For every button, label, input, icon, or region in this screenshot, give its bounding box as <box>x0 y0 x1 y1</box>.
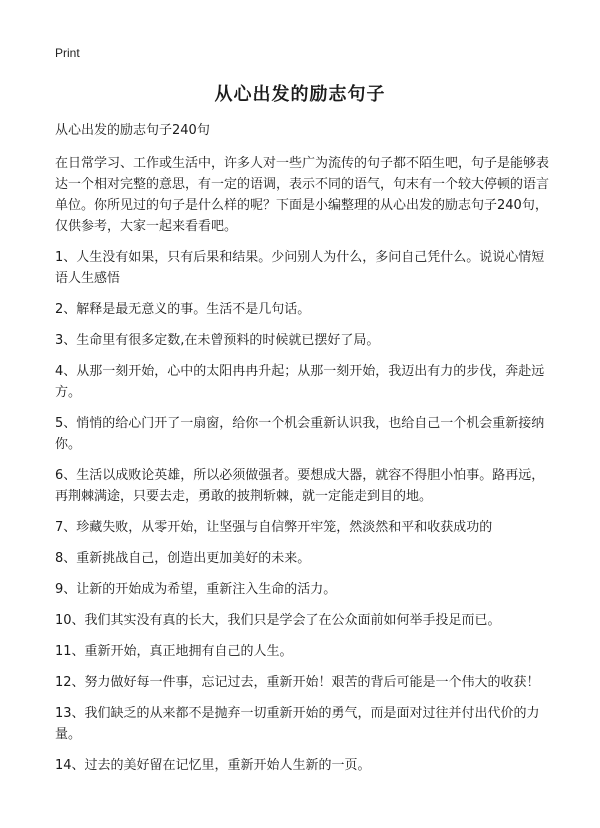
list-item: 13、我们缺乏的从来都不是抛弃一切重新开始的勇气，而是面对过往并付出代价的力量。 <box>55 706 540 742</box>
list-item: 6、生活以成败论英雄，所以必须做强者。要想成大器，就容不得胆小怕事。路再远，再荆棘满途，只要去走，勇敢的披荆斩棘，就一定能走到目的地。 <box>55 468 545 504</box>
intro-paragraph: 在日常学习、工作或生活中，许多人对一些广为流传的句子都不陌生吧，句子是能够表达一个相对完整的意思，有一定的语调，表示不同的语气，句末有一个较大停顿的语言单位。你所见过的句子是什么样的呢？下面是小编整理的从心出发的励志句子240句，仅供参考，大家一起来看看吧。 <box>55 156 550 234</box>
list-item: 5、悄悄的给心门开了一扇窗，给你一个机会重新认识我，也给自己一个机会重新接纳你。 <box>55 416 545 452</box>
list-item: 12、努力做好每一件事，忘记过去，重新开始！艰苦的背后可能是一个伟大的收获！ <box>55 675 540 690</box>
document-body <box>55 120 550 786</box>
document-subtitle: 从心出发的励志句子240句 <box>55 123 210 138</box>
list-item: 4、从那一刻开始，心中的太阳冉冉升起；从那一刻开始，我迈出有力的步伐，奔赴远方。 <box>55 364 545 400</box>
list-item: 1、人生没有如果，只有后果和结果。少问别人为什么，多问自己凭什么。说说心情短语人生感悟 <box>55 250 545 286</box>
document-title: 从心出发的励志句子 <box>214 84 386 105</box>
print-link[interactable]: Print <box>55 46 80 60</box>
list-item: 7、珍藏失败，从零开始，让坚强与自信弊开牢笼，然淡然和平和收获成功的 <box>55 520 493 535</box>
list-item: 11、重新开始，真正地拥有自己的人生。 <box>55 644 293 659</box>
list-item: 8、重新挑战自己，创造出更加美好的未来。 <box>55 551 311 566</box>
list-item: 10、我们其实没有真的长大，我们只是学会了在公众面前如何举手投足而已。 <box>55 613 501 628</box>
list-item: 3、生命里有很多定数,在未曾预料的时候就已摆好了局。 <box>55 333 380 348</box>
list-item: 9、让新的开始成为希望，重新注入生命的活力。 <box>55 582 337 597</box>
list-item: 2、解释是最无意义的事。生活不是几句话。 <box>55 302 311 317</box>
list-item: 14、过去的美好留在记忆里，重新开始人生新的一页。 <box>55 758 371 773</box>
